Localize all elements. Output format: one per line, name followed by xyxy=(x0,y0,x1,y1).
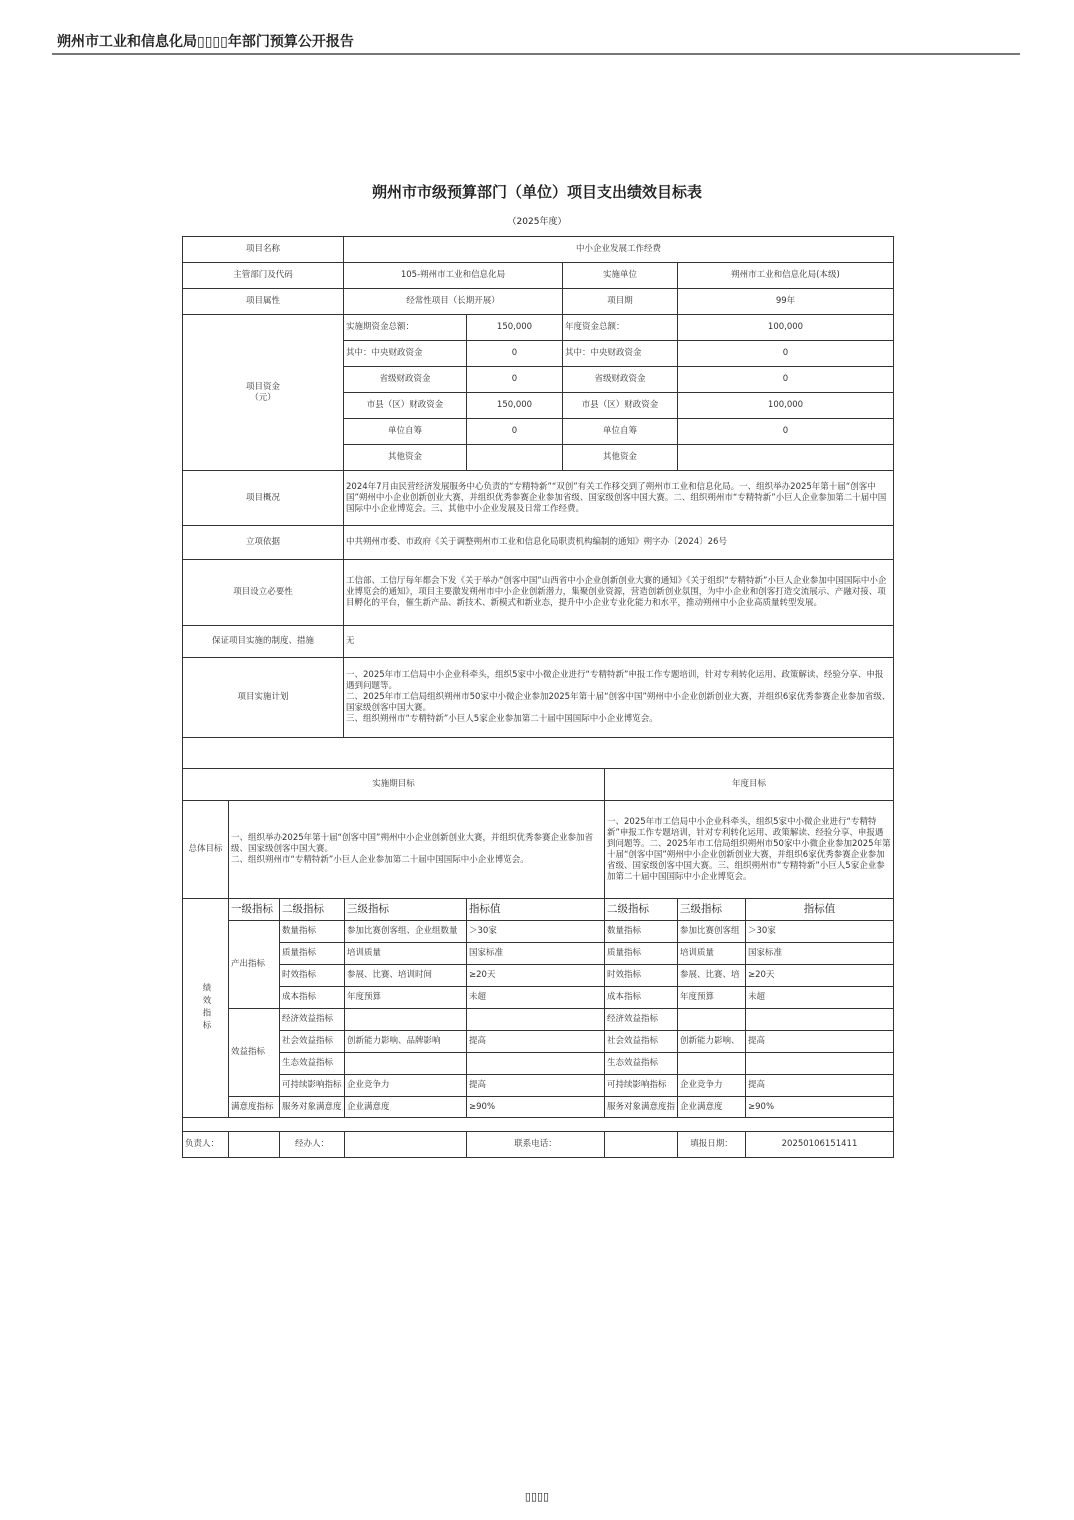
period-goal-value: 一、组织举办2025年第十届“创客中国”朔州中小企业创新创业大赛，并组织优秀参赛企业参加省级、国家级创客中国大赛。 二、组织朔州市“专精特新”小巨人企业参加第二十届中国国际中小企业博览会。 xyxy=(228,800,605,899)
indicator-cell: 年度预算 xyxy=(677,986,746,1009)
indicator-cell: 参加比赛创客组、企业组数量 xyxy=(344,920,467,943)
indicator-cell: 可持续影响指标 xyxy=(604,1074,678,1097)
funds-item-value: 0 xyxy=(466,418,563,445)
indicator-cell: 培训质量 xyxy=(344,942,467,965)
indicator-cell: 质量指标 xyxy=(604,942,678,965)
level1-indicator: 满意度指标 xyxy=(228,1096,280,1118)
indicator-header: 指标值 xyxy=(745,898,894,921)
measures-label: 保证项目实施的制度、措施 xyxy=(182,625,344,658)
indicator-cell: 未超 xyxy=(745,986,894,1009)
indicator-cell: ≥20天 xyxy=(466,964,605,987)
funds-item-value: 150,000 xyxy=(466,392,563,419)
indicator-header: 指标值 xyxy=(466,898,605,921)
funds-item-value xyxy=(466,444,563,471)
project-name-label: 项目名称 xyxy=(182,236,344,263)
funds-item-label: 实施期资金总额： xyxy=(343,314,467,341)
indicator-header: 二级指标 xyxy=(604,898,678,921)
overview-value: 2024年7月由民营经济发展服务中心负责的“专精特新”“双创”有关工作移交到了朔州市工业和信息化局。一、组织举办2025年第十届“创客中国”朔州中小企业创新创业大赛，并组织优秀参赛企业参加省级、国家级创客中国大赛。二、组织朔州市“专精特新”小巨人企业参加第二十届中国国际中小企业博览会。三、其他中小企业发展及日常工作经费。 xyxy=(343,470,894,526)
indicator-cell: 提高 xyxy=(745,1074,894,1097)
funds-item-value: 150,000 xyxy=(466,314,563,341)
indicator-cell xyxy=(745,1008,894,1031)
funds-item-label: 单位自筹 xyxy=(562,418,678,445)
overview-label: 项目概况 xyxy=(182,470,344,526)
annual-goal-header: 年度目标 xyxy=(604,768,894,801)
indicator-cell: 企业满意度 xyxy=(344,1096,467,1118)
indicator-cell: 服务对象满意度 xyxy=(279,1096,345,1118)
basic-value: 105-朔州市工业和信息化局 xyxy=(343,262,563,289)
footer-blank-cell xyxy=(604,1131,678,1158)
indicator-header: 一级指标 xyxy=(228,898,280,921)
indicator-cell: 企业竞争力 xyxy=(677,1074,746,1097)
report-header-title: 朔州市工业和信息化局▯▯▯▯年部门预算公开报告 xyxy=(57,34,354,50)
basic-label: 主管部门及代码 xyxy=(182,262,344,289)
necessity-value: 工信部、工信厅每年都会下发《关于举办“创客中国”山西省中小企业创新创业大赛的通知》《关于组织“专精特新”小巨人企业参加中国国际中小企业博览会的通知》，项目主要激发朔州市中小企业创新潜力，集聚创业资源，营造创新创业氛围，为中小企业和创客打造交流展示、产融对接、项目孵化的平台，催生新产品、新技术、新模式和新业态，提升中小企业专业化能力和水平，推动朔州中小企业高质量转型发展。 xyxy=(343,559,894,626)
funds-item-label: 市县（区）财政资金 xyxy=(343,392,467,419)
indicator-header: 二级指标 xyxy=(279,898,345,921)
funds-item-value: 0 xyxy=(677,366,894,393)
indicator-cell: ＞30家 xyxy=(466,920,605,943)
indicator-cell: 企业竞争力 xyxy=(344,1074,467,1097)
indicator-cell: 生态效益指标 xyxy=(279,1052,345,1075)
basic-value: 经常性项目（长期开展） xyxy=(343,288,563,315)
basis-value: 中共朔州市委、市政府《关于调整朔州市工业和信息化局职责机构编制的通知》朔字办〔2024〕26号 xyxy=(343,525,894,560)
indicator-cell: 创新能力影响、品牌影响 xyxy=(344,1030,467,1053)
page-number: ▯▯▯▯ xyxy=(524,1490,550,1503)
measures-value: 无 xyxy=(343,625,894,658)
funds-item-label: 省级财政资金 xyxy=(562,366,678,393)
indicator-cell: 国家标准 xyxy=(745,942,894,965)
phone-label: 联系电话： xyxy=(466,1131,605,1158)
funds-item-value: 100,000 xyxy=(677,314,894,341)
indicator-cell xyxy=(466,1052,605,1075)
indicator-cell: ≥90% xyxy=(745,1096,894,1118)
basis-label: 立项依据 xyxy=(182,525,344,560)
funds-item-label: 单位自筹 xyxy=(343,418,467,445)
indicator-cell: 企业满意度 xyxy=(677,1096,746,1118)
indicator-cell: 国家标准 xyxy=(466,942,605,965)
annual-goal-value: 一、2025年市工信局中小企业科牵头，组织5家中小微企业进行“专精特新”申报工作专题培训，针对专利转化运用、政策解读、经验分享、申报遇到问题等。二、2025年市工信局组织朔州市50家中小微企业参加2025年第十届“创客中国”朔州中小企业创新创业大赛，并组织6家优秀参赛企业参加省级、国家级创客中国大赛。三、组织朔州市“专精特新”小巨人5家企业参加第二十届中国国际中小企业博览会。 xyxy=(604,800,894,899)
indicator-cell: 培训质量 xyxy=(677,942,746,965)
indicator-header: 三级指标 xyxy=(344,898,467,921)
funds-item-label: 其中：中央财政资金 xyxy=(562,340,678,367)
plan-label: 项目实施计划 xyxy=(182,657,344,738)
funds-item-value: 0 xyxy=(466,366,563,393)
basic-value: 99年 xyxy=(677,288,894,315)
blank-row xyxy=(182,737,894,769)
indicator-cell: 服务对象满意度指 xyxy=(604,1096,678,1118)
plan-value: 一、2025年市工信局中小企业科牵头，组织5家中小微企业进行“专精特新”申报工作专题培训，针对专利转化运用、政策解读、经验分享、申报遇到问题等。 二、2025年市工信局组织朔州市50家中小微企业参加2025年第十届“创客中国”朔州中小企业创新创业大赛，并组织6家优秀参赛企业参加省级、国家级创客中国大赛。 三、组织朔州市“专精特新”小巨人5家企业参加第二十届中国国际中小企业博览会。 xyxy=(343,657,894,738)
funds-item-label: 其他资金 xyxy=(562,444,678,471)
indicator-cell: ≥20天 xyxy=(745,964,894,987)
page-title: 朔州市市级预算部门（单位）项目支出绩效目标表 xyxy=(371,183,702,201)
funds-item-label: 省级财政资金 xyxy=(343,366,467,393)
indicator-block-label: 绩效指标 xyxy=(182,898,229,1118)
indicator-cell: 成本指标 xyxy=(604,986,678,1009)
level1-indicator: 效益指标 xyxy=(228,1008,280,1097)
funds-item-label: 年度资金总额： xyxy=(562,314,678,341)
basic-label: 实施单位 xyxy=(562,262,678,289)
footer-blank-cell xyxy=(344,1131,467,1158)
indicator-cell: 时效指标 xyxy=(279,964,345,987)
basic-label: 项目属性 xyxy=(182,288,344,315)
indicator-cell xyxy=(677,1052,746,1075)
funds-item-value: 0 xyxy=(677,340,894,367)
indicator-cell: 经济效益指标 xyxy=(604,1008,678,1031)
funds-label: 项目资金 （元） xyxy=(182,314,344,471)
indicator-cell xyxy=(344,1008,467,1031)
indicator-cell: 社会效益指标 xyxy=(604,1030,678,1053)
indicator-cell xyxy=(466,1008,605,1031)
indicator-cell: 可持续影响指标 xyxy=(279,1074,345,1097)
indicator-cell xyxy=(677,1008,746,1031)
indicator-header: 三级指标 xyxy=(677,898,746,921)
funds-item-label: 其中：中央财政资金 xyxy=(343,340,467,367)
indicator-cell xyxy=(745,1052,894,1075)
project-name-value: 中小企业发展工作经费 xyxy=(343,236,894,263)
basic-label: 项目期 xyxy=(562,288,678,315)
period-goal-header: 实施期目标 xyxy=(182,768,605,801)
indicator-cell: 参展、比赛、培 xyxy=(677,964,746,987)
indicator-cell: 年度预算 xyxy=(344,986,467,1009)
indicator-cell: ＞30家 xyxy=(745,920,894,943)
year-note: （2025年度） xyxy=(507,217,567,227)
indicator-cell: 时效指标 xyxy=(604,964,678,987)
indicator-cell: 质量指标 xyxy=(279,942,345,965)
funds-item-label: 市县（区）财政资金 xyxy=(562,392,678,419)
header-divider xyxy=(52,53,1020,55)
indicator-cell: 参展、比赛、培训时间 xyxy=(344,964,467,987)
indicator-cell: 提高 xyxy=(745,1030,894,1053)
date-value: 20250106151411 xyxy=(745,1131,894,1158)
indicator-cell: 提高 xyxy=(466,1074,605,1097)
indicator-cell: 数量指标 xyxy=(279,920,345,943)
responsible-label: 负责人： xyxy=(182,1131,229,1158)
indicator-cell: ≥90% xyxy=(466,1096,605,1118)
footer-blank-cell xyxy=(228,1131,280,1158)
basic-value: 朔州市工业和信息化局(本级) xyxy=(677,262,894,289)
funds-item-value xyxy=(677,444,894,471)
handler-label: 经办人： xyxy=(279,1131,345,1158)
necessity-label: 项目设立必要性 xyxy=(182,559,344,626)
indicator-cell: 未超 xyxy=(466,986,605,1009)
funds-item-value: 100,000 xyxy=(677,392,894,419)
indicator-cell: 成本指标 xyxy=(279,986,345,1009)
funds-item-value: 0 xyxy=(677,418,894,445)
indicator-cell: 经济效益指标 xyxy=(279,1008,345,1031)
funds-item-label: 其他资金 xyxy=(343,444,467,471)
indicator-cell: 生态效益指标 xyxy=(604,1052,678,1075)
date-label: 填报日期： xyxy=(677,1131,746,1158)
funds-item-value: 0 xyxy=(466,340,563,367)
overall-goal-label: 总体目标 xyxy=(182,800,229,899)
blank-row xyxy=(182,1117,894,1132)
indicator-cell: 提高 xyxy=(466,1030,605,1053)
indicator-cell: 参加比赛创客组 xyxy=(677,920,746,943)
indicator-cell xyxy=(344,1052,467,1075)
level1-indicator: 产出指标 xyxy=(228,920,280,1009)
indicator-cell: 数量指标 xyxy=(604,920,678,943)
indicator-cell: 创新能力影响、 xyxy=(677,1030,746,1053)
indicator-cell: 社会效益指标 xyxy=(279,1030,345,1053)
